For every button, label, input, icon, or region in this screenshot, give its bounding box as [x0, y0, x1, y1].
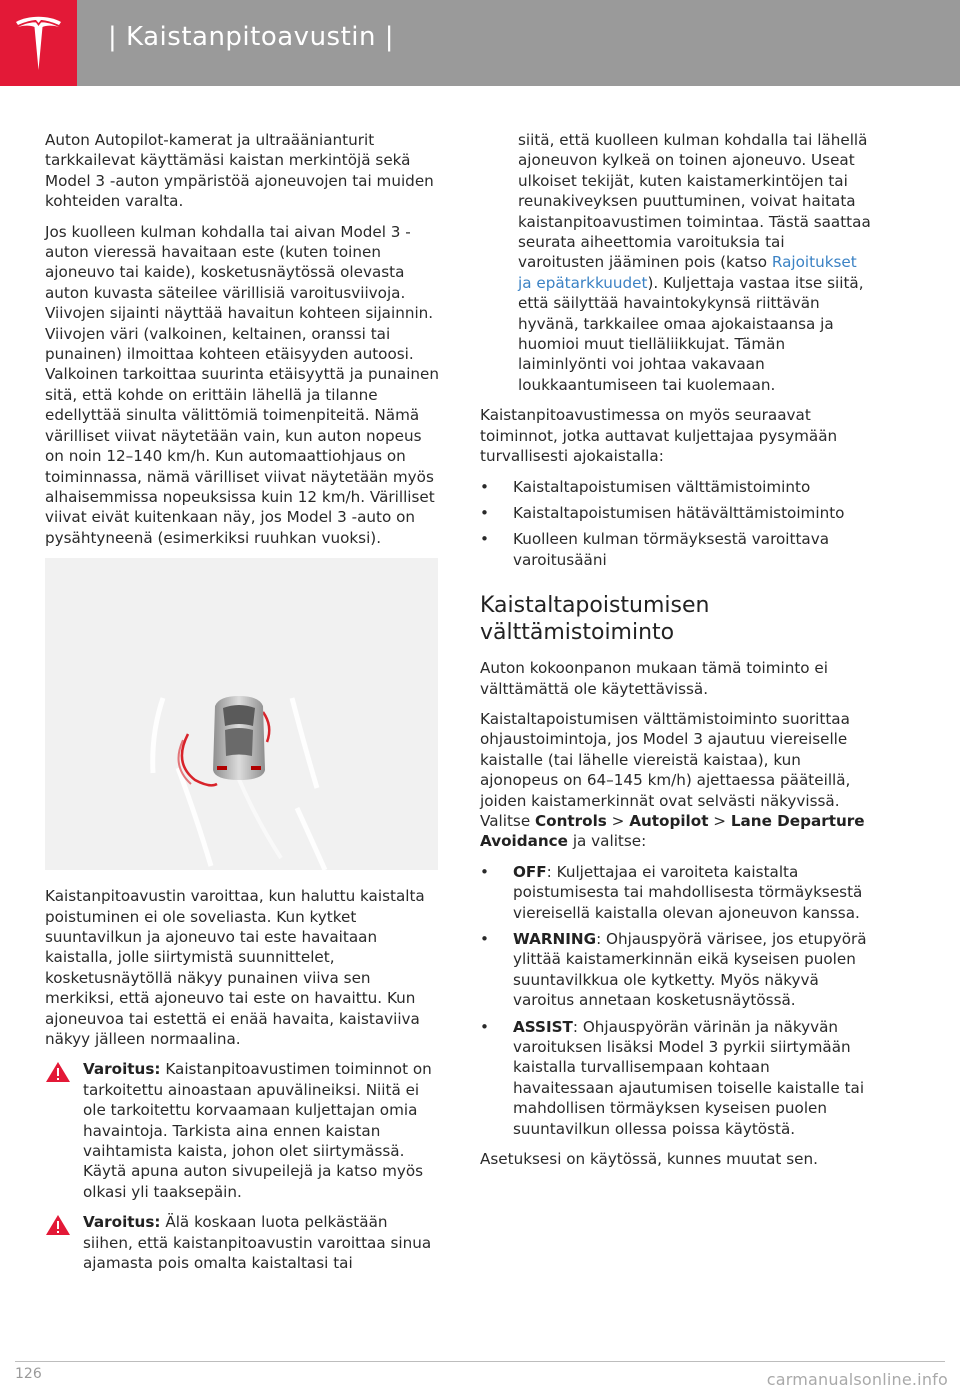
option-text: : Ohjauspyörä värisee, jos etupyörä ylittää kaistamerkinnän eikä kyseisen puolen suuntavilkkua ole kytketty. Myös näkyvä varoitus annetaan kosketusnäytössä.	[513, 930, 867, 1010]
description-paragraph	[480, 709, 875, 852]
lane-warning-paragraph: Kaistanpitoavustin varoittaa, kun haluttu kaistalta poistuminen ei ole soveliasta. Kun kytket suuntavilkun ja ajoneuvo tai este havaitaan kaistalla, jolle siirtymistä suunnittelet, kosketusnäytöllä näkyy punainen viiva sen merkiksi, että ajoneuvo tai este on havaittu. Kun ajoneuvoa tai estettä ei enää havaita, kaistaviiva näkyy jälleen normaalina.	[45, 887, 425, 1048]
menu-path-separator: >	[708, 811, 731, 830]
menu-path-autopilot: Autopilot	[629, 811, 709, 830]
tesla-logo-icon	[14, 14, 63, 72]
list-item	[480, 503, 875, 523]
warning-text: Kaistanpitoavustimen toiminnot on tarkoitettu ainoastaan apuvälineiksi. Niitä ei ole tarkoitettu korvaamaan kuljettajan omia havaintoja. Tarkista aina ennen kaistan vaihtamista kaista, johon olet siirtymässä. Käytä apuna auton sivupeilejä ja katso myös olkasi yli taaksepäin.	[83, 1060, 432, 1201]
features-intro: Kaistanpitoavustimessa on myös seuraavat toiminnot, jotka auttavat kuljettajaa pysymään turvallisesti ajokaistalla:	[480, 406, 838, 466]
blind-spot-paragraph: Jos kuolleen kulman kohdalla tai aivan Model 3 -auton vieressä havaitaan este (kuten toinen ajoneuvo tai kaide), kosketusnäytössä olevasta auton kuvasta säteilee värillisiä varoitusviivoja. Viivojen sijainti näyttää havaitun kohteen sijainnin. Viivojen väri (valkoinen, keltainen, oranssi tai punainen) ilmoittaa kohteen etäisyyden autoosi. Valkoinen tarkoittaa suurinta etäisyyttä ja punainen sitä, että kohde on erittäin lähellä ja tilanne edellyttää sinulta välittömiä toimenpiteitä. Nämä värilliset viivat näytetään vain, kun auton nopeus on noin 12–140 km/h. Kun automaattiohjaus on toiminnassa, nämä värilliset viivat näytetään myös alhaisemmissa nopeuksissa kuin 12 km/h. Värilliset viivat eivät kuitenkaan näy, jos Model 3 -auto on pysähtyneenä (esimerkiksi ruuhkan vuoksi).	[45, 222, 440, 547]
menu-path-lane-departure-avoidance: Lane Departure Avoidance	[480, 811, 865, 851]
closing-paragraph: Asetuksesi on käytössä, kunnes muutat sen.	[480, 1150, 818, 1169]
brand-logo	[0, 0, 77, 86]
option-text: : Ohjauspyörän värinän ja näkyvän varoituksen lisäksi Model 3 pyrkii siirtymään kaistalla turvallisempaan kohtaan havaitessaan ajautumisen toiselle kaistalle tai mahdollisen törmäyksen kyseisen puolen suuntavilkun ollessa poissa käytöstä.	[513, 1017, 865, 1138]
page-title: | Kaistanpitoavustin |	[108, 22, 395, 52]
description-text: ja valitse:	[568, 832, 647, 851]
warning-label: Varoitus:	[83, 1060, 161, 1079]
right-column	[480, 130, 875, 1179]
warning-block-2	[45, 1212, 440, 1273]
warning-block-1	[45, 1059, 440, 1202]
warning-text-part: ). Kuljettaja vastaa itse siitä, että säilyttää havaintokykynsä riittävän hyvänä, tarkkailee omaa ajokaistaansa ja huomioi muut tielläliikkujat. Tämän laiminlyönti voi johtaa vakavaan loukkaantumiseen tai kuolemaan.	[518, 273, 864, 394]
limitations-link[interactable]: Rajoitukset ja epätarkkuudet	[518, 253, 857, 292]
option-label: WARNING	[513, 930, 597, 948]
option-warning	[480, 929, 875, 1011]
option-off	[480, 862, 875, 923]
intro-paragraph: Auton Autopilot-kamerat ja ultraäänianturit tarkkailevat käyttämäsi kaistan merkintöjä sekä Model 3 -auton ympäristöä ajoneuvojen tai muiden kohteiden varalta.	[45, 131, 434, 211]
warning-triangle-icon	[45, 1214, 71, 1236]
warning-triangle-icon	[45, 1061, 71, 1083]
list-item	[480, 529, 875, 570]
option-label: OFF	[513, 862, 547, 881]
list-item-text: Kaistaltapoistumisen hätävälttämistoiminto	[513, 503, 845, 522]
bullet-icon: •	[480, 1017, 489, 1036]
left-column	[45, 130, 440, 1283]
list-item	[480, 477, 875, 497]
section-heading: Kaistaltapoistumisen välttämistoiminto	[480, 593, 710, 646]
warning-continuation	[480, 130, 875, 395]
bullet-icon: •	[480, 930, 489, 948]
bullet-icon: •	[480, 862, 489, 881]
bullet-icon: •	[480, 530, 489, 549]
features-list	[480, 477, 875, 571]
option-assist	[480, 1017, 875, 1139]
description-text: Kaistaltapoistumisen välttämistoiminto suorittaa ohjaustoimintoja, jos Model 3 ajautuu viereiselle kaistalle (tai lähelle viereistä kaistaa), kun ajonopeus on 64–145 km/h) ajettaessa pääteillä, joiden kaistamerkinnät ovat selvästi näkyvissä. Valitse	[480, 709, 851, 830]
footer-divider	[15, 1361, 945, 1362]
option-text: : Kuljettajaa ei varoiteta kaistalta poistumisesta tai mahdollisesta törmäyksestä viereisellä kaistalla olevan ajoneuvon kanssa.	[513, 862, 863, 922]
page-number: 126	[15, 1366, 42, 1382]
bullet-icon: •	[480, 503, 489, 522]
options-list	[480, 862, 875, 1139]
list-item-text: Kuolleen kulman törmäyksestä varoittava varoitusääni	[513, 530, 830, 569]
menu-path-controls: Controls	[535, 811, 607, 830]
warning-text: Älä koskaan luota pelkästään siihen, että kaistanpitoavustin varoittaa sinua ajamasta pois omalta kaistaltasi tai	[83, 1213, 432, 1273]
page-header	[0, 0, 960, 86]
menu-path-separator: >	[606, 811, 630, 830]
warning-label: Varoitus:	[83, 1213, 161, 1232]
list-item-text: Kaistaltapoistumisen välttämistoiminto	[513, 477, 811, 496]
bullet-icon: •	[480, 477, 489, 496]
config-paragraph: Auton kokoonpanon mukaan tämä toiminto ei välttämättä ole käytettävissä.	[480, 659, 828, 698]
lane-assist-illustration	[45, 558, 438, 870]
warning-text-part: siitä, että kuolleen kulman kohdalla tai lähellä ajoneuvon kylkeä on toinen ajoneuvo. Useat ulkoiset tekijät, kuten kaistamerkintöjen tai reunakiveyksen puuttuminen, voivat haitata kaistanpitoavustimen toimintaa. Tästä saattaa seurata aiheettomia varoituksia tai varoitusten jääminen pois (katso	[518, 131, 871, 272]
option-label: ASSIST	[513, 1017, 573, 1036]
watermark: carmanualsonline.info	[766, 1370, 948, 1389]
